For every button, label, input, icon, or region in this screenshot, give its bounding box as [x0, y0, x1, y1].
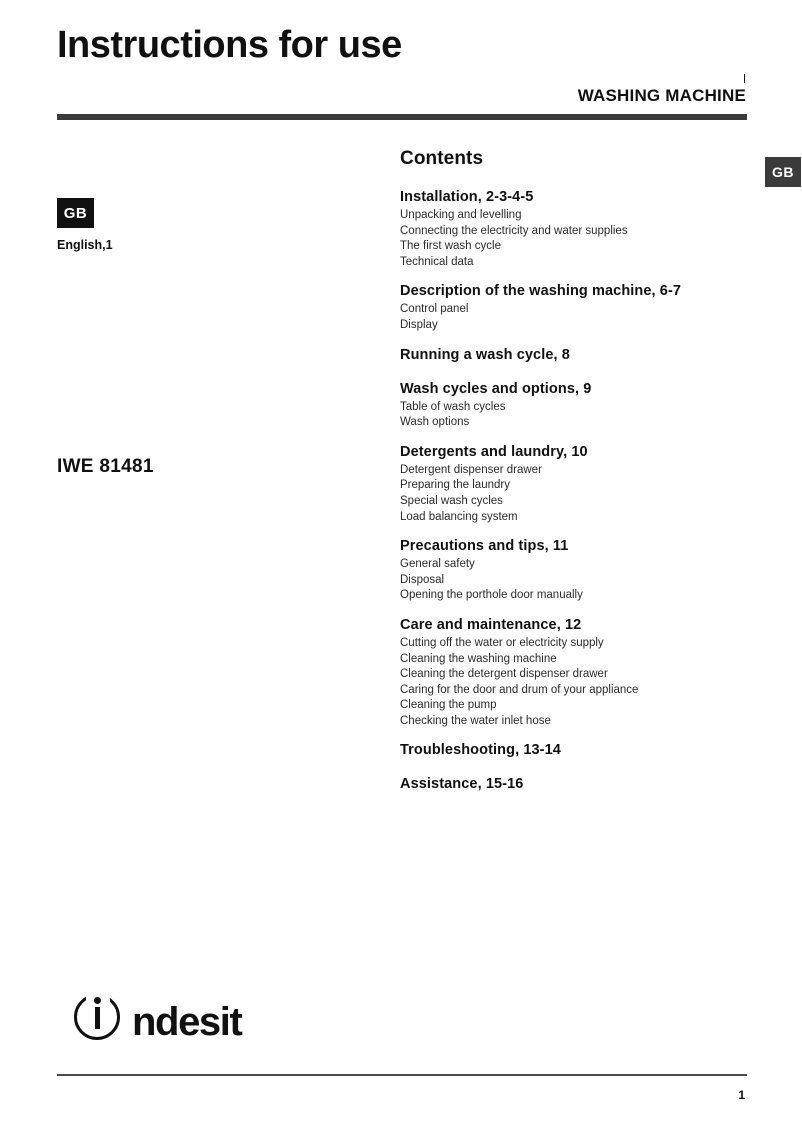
contents-section-item: The first wash cycle [400, 240, 501, 253]
contents-section-item: Connecting the electricity and water supplies [400, 224, 628, 237]
side-tab-language: GB [765, 157, 801, 187]
contents-section-item: Opening the porthole door manually [400, 589, 583, 602]
indesit-mark-icon [74, 994, 126, 1046]
contents-section-item: Unpacking and levelling [400, 209, 522, 221]
contents-section [400, 189, 760, 270]
contents-section-item: Load balancing system [400, 510, 518, 523]
contents-section-item: Cleaning the detergent dispenser drawer [400, 668, 608, 681]
footer-divider [57, 1074, 747, 1076]
contents-section [400, 347, 760, 363]
contents-section [400, 538, 760, 604]
contents-section-title: Care and maintenance, 12 [400, 616, 582, 633]
contents-section [400, 617, 760, 730]
contents-section-item: Technical data [400, 255, 474, 268]
contents-section-title: Wash cycles and options, 9 [400, 380, 592, 397]
contents-section [400, 444, 760, 525]
contents-heading: Contents [400, 148, 484, 169]
brand-logo [74, 994, 241, 1046]
page-number: 1 [738, 1088, 745, 1102]
model-number: IWE 81481 [57, 456, 154, 477]
contents-section-item: Disposal [400, 573, 445, 586]
contents-section-title: Troubleshooting, 13-14 [400, 742, 561, 759]
language-label: English,1 [57, 238, 113, 252]
contents-section-title: Running a wash cycle, 8 [400, 346, 570, 363]
header-divider [57, 114, 747, 120]
contents-section-title: Assistance, 15-16 [400, 776, 524, 793]
contents-section [400, 283, 760, 333]
contents-section-item: Cleaning the washing machine [400, 652, 557, 665]
contents-section-title: Detergents and laundry, 10 [400, 443, 588, 460]
contents-section-item: Cleaning the pump [400, 699, 497, 712]
contents-section [400, 742, 760, 758]
contents-section-item: Cutting off the water or electricity supply [400, 636, 604, 649]
appliance-type-label: WASHING MACHINE [577, 86, 746, 105]
header-tick-mark [744, 74, 745, 83]
contents-panel [400, 148, 760, 810]
contents-section-item: Table of wash cycles [400, 400, 506, 413]
contents-section-title: Precautions and tips, 11 [400, 538, 569, 555]
contents-section-item: Checking the water inlet hose [400, 714, 551, 727]
contents-section [400, 776, 760, 792]
brand-logo-text: ndesit [132, 1000, 242, 1044]
contents-section-item: Caring for the door and drum of your appliance [400, 683, 639, 696]
contents-section-item: Control panel [400, 303, 469, 316]
contents-section-item: Display [400, 318, 438, 331]
contents-section [400, 381, 760, 431]
contents-section-item: Wash options [400, 416, 470, 429]
contents-section-title: Installation, 2-3-4-5 [400, 189, 534, 205]
contents-section-item: General safety [400, 558, 475, 571]
contents-section-title: Description of the washing machine, 6-7 [400, 283, 682, 300]
contents-section-item: Detergent dispenser drawer [400, 463, 542, 476]
contents-section-item: Special wash cycles [400, 494, 503, 507]
page-title: Instructions for use [57, 24, 402, 66]
contents-section-item: Preparing the laundry [400, 479, 510, 492]
language-code-badge: GB [57, 198, 94, 228]
